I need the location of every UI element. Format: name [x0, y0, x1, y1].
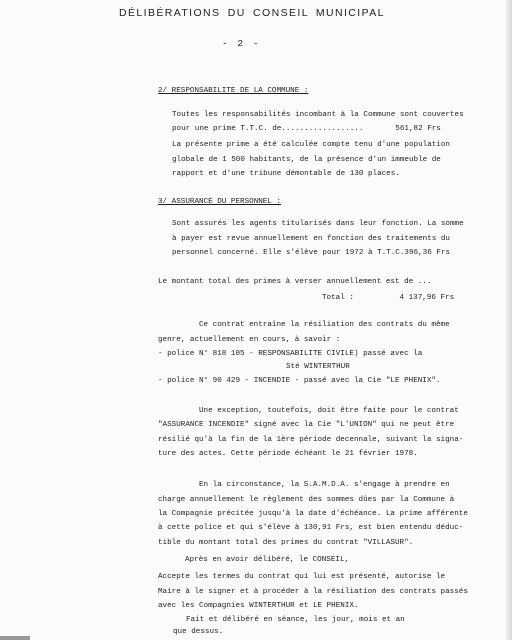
paragraph-line: avec les Compagnies WINTERTHUR et LE PHENIX.: [158, 602, 359, 610]
paragraph-line: Ce contrat entraîne la résiliation des contrats du même: [199, 321, 450, 329]
section-heading-assurance-personnel: 3/ ASSURANCE DU PERSONNEL :: [158, 198, 282, 206]
paragraph-line: rapport et d'une tribune démontable de 130 places.: [172, 170, 400, 178]
paragraph-line: Une exception, toutefois, doit être faite pour le contrat: [199, 407, 459, 415]
policy-line: Sté WINTERTHUR: [286, 363, 350, 371]
paragraph-line: résilié qu'à la fin de la 1ère période decennale, suivant la signa-: [158, 436, 464, 444]
paragraph-line: Toutes les responsabilités incombant à la Commune sont couvertes: [172, 111, 464, 119]
paragraph-line: globale de 1 500 habitants, de la présence d'un immeuble de: [172, 156, 441, 164]
paragraph-line: Sont assurés les agents titularisés dans leur fonction. La somme: [172, 220, 464, 228]
paragraph-line: "ASSURANCE INCENDIE" signé avec la Cie "L'UNION" qui ne peut être: [158, 421, 455, 429]
scan-margin-mark: [0, 636, 30, 640]
paragraph-line: Fait et délibéré en séance, les jour, mois et an: [186, 616, 405, 624]
paragraph-line: Le montant total des primes à verser annuellement est de ...: [158, 278, 432, 286]
total-line: Total : 4 137,96 Frs: [322, 294, 455, 302]
paragraph-line: charge annuellement le règlement des sommes dûes par la Commune à: [158, 496, 455, 504]
paragraph-line: personnel concerné. Elle s'élève pour 1972 à T.T.C.396,36 Frs: [172, 249, 450, 257]
paragraph-line: à payer est revue annuellement en fonction des traitements du: [172, 235, 450, 243]
section-heading-responsabilite: 2/ RESPONSABILITE DE LA COMMUNE :: [158, 87, 309, 95]
document-header: DÉLIBÉRATIONS DU CONSEIL MUNICIPAL: [119, 7, 385, 19]
paragraph-line: tible du montant total des primes du contrat "VILLASUR".: [158, 539, 414, 547]
paragraph-line: Après en avoir délibéré, le CONSEIL,: [185, 556, 350, 564]
paragraph-line: la Compagnie précitée jusqu'à la date d'échéance. La prime afférente: [158, 510, 468, 518]
paragraph-line: Accepte les termes du contrat qui lui est présenté, autorise le: [158, 573, 446, 581]
page-number: - 2 -: [222, 38, 261, 49]
paragraph-line: Maire à le signer et à procéder à la résiliation des contrats passés: [158, 588, 468, 596]
paragraph-line: La présente prime a été calculée compte tenu d'une population: [172, 141, 450, 149]
policy-line: - police N° 818 105 - RESPONSABILITE CIVILE) passé avec la: [158, 350, 423, 358]
page-edge-shadow: [506, 0, 512, 640]
paragraph-line: pour une prime T.T.C. de.................. 561,82 Frs: [172, 125, 441, 133]
paragraph-line: que dessus.: [173, 628, 224, 636]
policy-line: - police N° 90 429 - INCENDIE - passé avec la Cie "LE PHENIX".: [158, 377, 441, 385]
paragraph-line: à cette police et qui s'élève à 130,91 Frs, est bien entendu déduc-: [158, 524, 464, 532]
paragraph-line: genre, actuellement en cours, à savoir :: [158, 336, 341, 344]
paragraph-line: En la circonstance, la S.A.M.D.A. s'engage à prendre en: [199, 481, 450, 489]
paragraph-line: ture des actes. Cette période échéant le 21 février 1978.: [158, 450, 418, 458]
